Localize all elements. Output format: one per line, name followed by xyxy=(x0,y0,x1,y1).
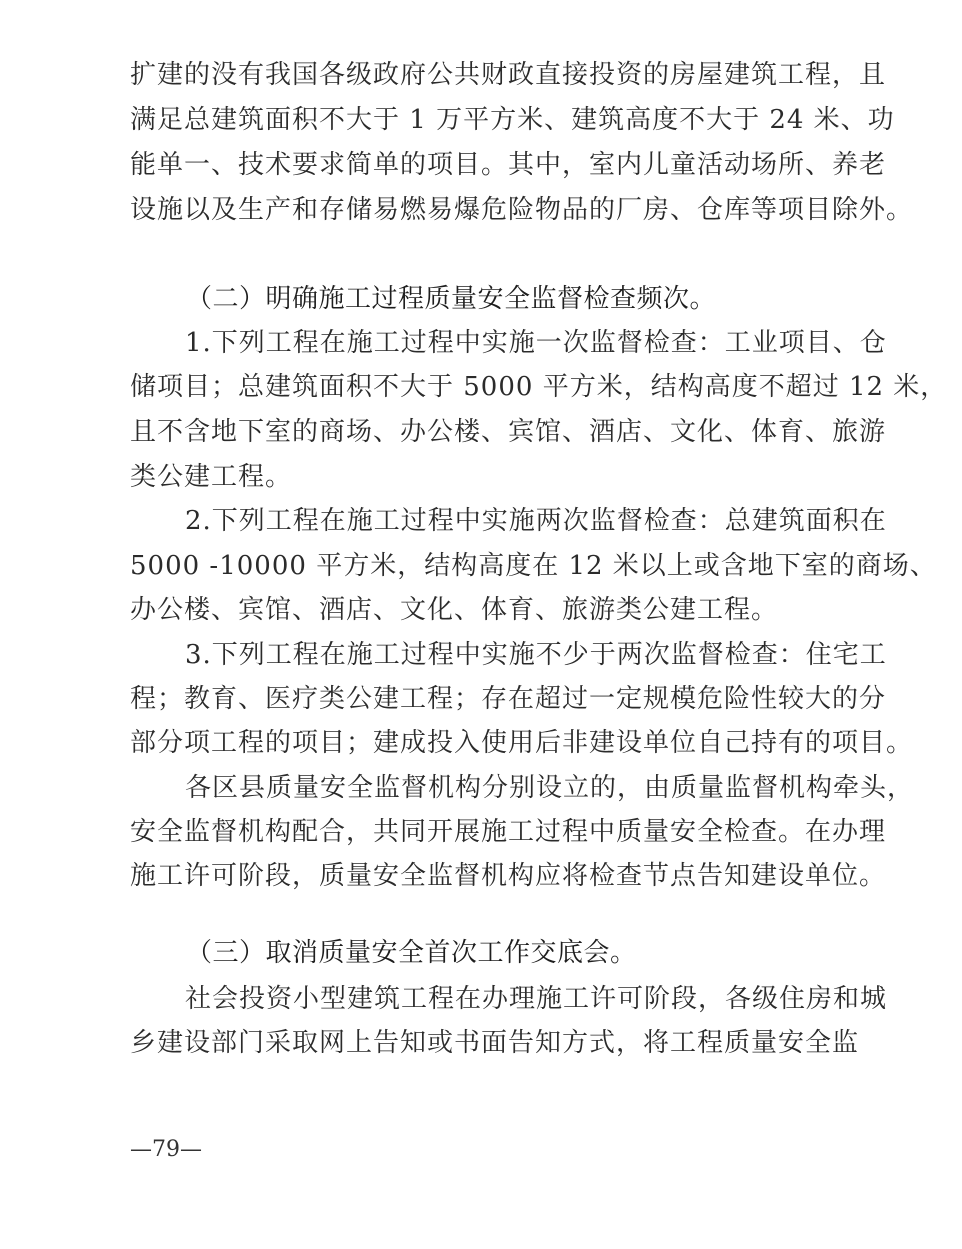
text-line: 5000 -10000 平方米，结构高度在 12 米以上或含地下室的商场、 xyxy=(130,551,937,581)
text-line: 施工许可阶段，质量安全监督机构应将检查节点告知建设单位。 xyxy=(130,861,887,891)
text-line: 设施以及生产和存储易燃易爆危险物品的厂房、仓库等项目除外。 xyxy=(130,195,914,225)
text-line: 能单一、技术要求简单的项目。其中，室内儿童活动场所、养老 xyxy=(130,150,887,180)
text-line: 乡建设部门采取网上告知或书面告知方式，将工程质量安全监 xyxy=(130,1028,860,1058)
text-line: 且不含地下室的商场、办公楼、宾馆、酒店、文化、体育、旅游 xyxy=(130,417,887,447)
text-line: 扩建的没有我国各级政府公共财政直接投资的房屋建筑工程，且 xyxy=(130,60,887,90)
page-number: —79— xyxy=(130,1137,202,1162)
text-line: 部分项工程的项目；建成投入使用后非建设单位自己持有的项目。 xyxy=(130,728,914,758)
text-line: 储项目；总建筑面积不大于 5000 平方米，结构高度不超过 12 米， xyxy=(130,372,948,402)
section-heading: （二）明确施工过程质量安全监督检查频次。 xyxy=(186,284,717,314)
text-line: 各区县质量安全监督机构分别设立的，由质量监督机构牵头， xyxy=(185,773,915,803)
text-line: 3.下列工程在施工过程中实施不少于两次监督检查：住宅工 xyxy=(185,640,887,670)
text-line: 办公楼、宾馆、酒店、文化、体育、旅游类公建工程。 xyxy=(130,595,779,625)
section-heading: （三）取消质量安全首次工作交底会。 xyxy=(186,938,637,968)
text-line: 1.下列工程在施工过程中实施一次监督检查：工业项目、仓 xyxy=(185,328,887,358)
text-line: 安全监督机构配合，共同开展施工过程中质量安全检查。在办理 xyxy=(130,817,887,847)
text-line: 类公建工程。 xyxy=(130,462,293,492)
text-line: 满足总建筑面积不大于 1 万平方米、建筑高度不大于 24 米、功 xyxy=(130,105,895,135)
text-line: 2.下列工程在施工过程中实施两次监督检查：总建筑面积在 xyxy=(185,506,887,536)
text-line: 程；教育、医疗类公建工程；存在超过一定规模危险性较大的分 xyxy=(130,684,887,714)
text-line: 社会投资小型建筑工程在办理施工许可阶段，各级住房和城 xyxy=(185,984,888,1014)
